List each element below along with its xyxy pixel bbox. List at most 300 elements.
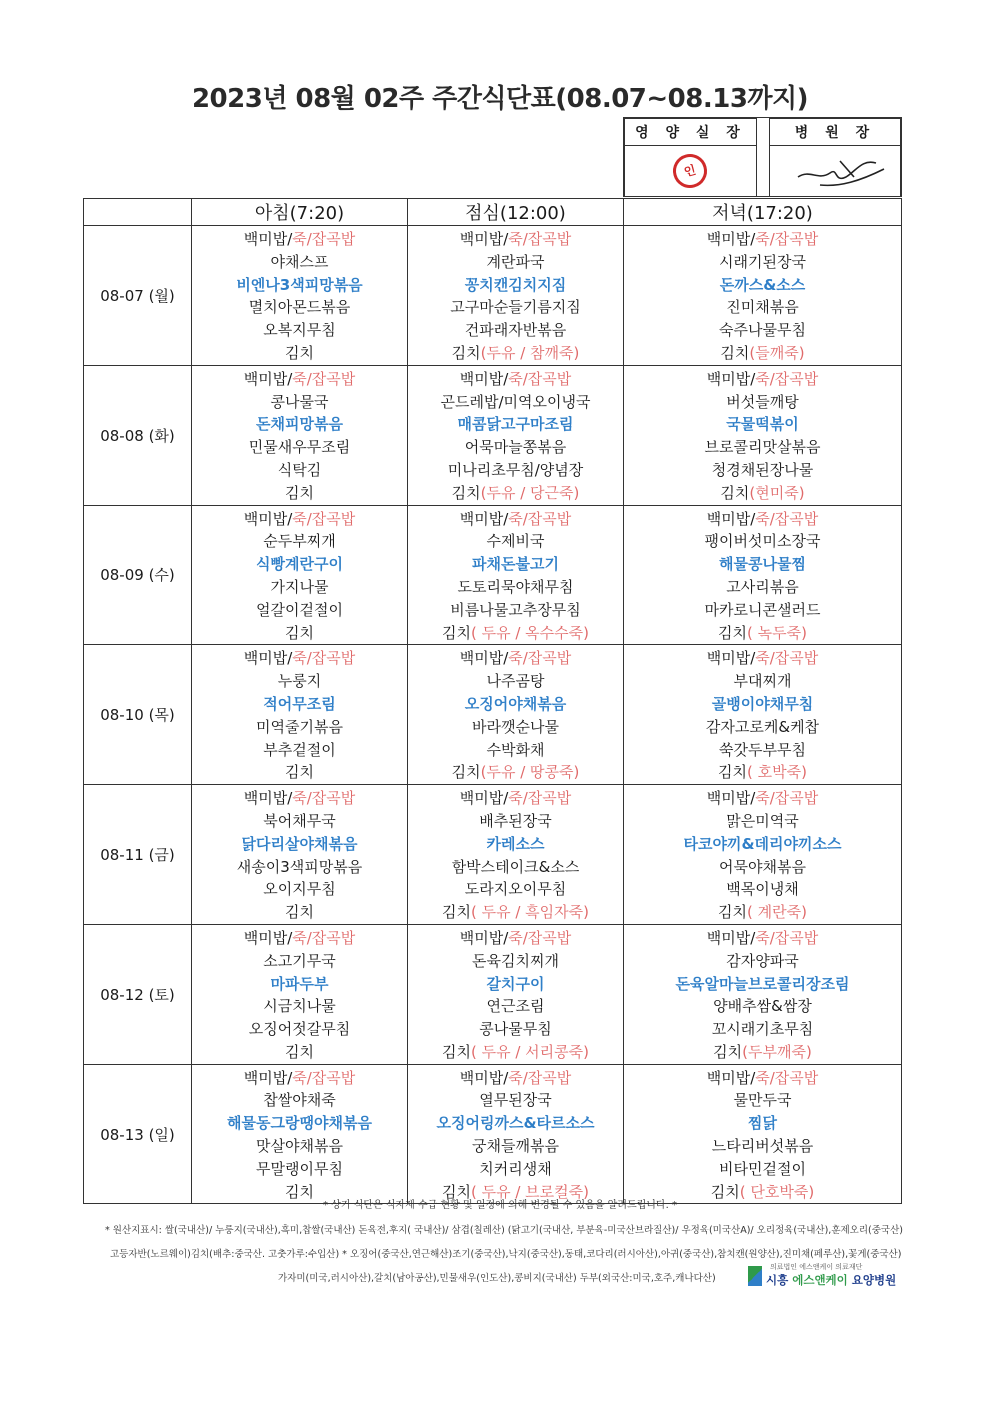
rice-line: [408, 787, 623, 810]
white-rice: 백미밥/: [706, 230, 756, 248]
menu-item-text: 치커리생채: [479, 1159, 552, 1178]
menu-item-text: 쑥갓두부무침: [719, 740, 806, 759]
porridge-grain-option: 죽/잡곡밥: [508, 369, 572, 388]
menu-item: [408, 995, 623, 1018]
menu-item-text: 김치: [442, 1182, 471, 1201]
director-signature: [769, 146, 900, 197]
menu-item-text: 타코야끼&데리야끼소스: [683, 834, 842, 853]
lunch-cell: [408, 645, 624, 785]
menu-item-text: 진미채볶음: [726, 298, 799, 317]
menu-item-text: 마카로니콘샐러드: [704, 600, 821, 619]
menu-item-text: 김치: [285, 1182, 314, 1201]
porridge-grain-option: 죽/잡곡밥: [755, 230, 819, 248]
logo-name: [766, 1272, 896, 1288]
breakfast-cell: [192, 505, 408, 645]
menu-item: [624, 391, 901, 414]
menu-item-text: 어묵야채볶음: [719, 857, 806, 876]
lunch-cell: [408, 226, 624, 366]
dinner-cell: [624, 505, 902, 645]
menu-item: [624, 576, 901, 599]
menu-item-text: 브로콜리맛살볶음: [704, 438, 821, 457]
menu-item-text: 감자고로케&케찹: [705, 717, 820, 736]
white-rice: 백미밥/: [459, 230, 509, 248]
menu-item-text: 돈채피망볶음: [256, 415, 343, 434]
white-rice: 백미밥/: [243, 1068, 293, 1087]
menu-item: [192, 670, 407, 693]
menu-item-text: 김치: [451, 343, 481, 362]
menu-item: [624, 739, 901, 762]
porridge-grain-option: 죽/잡곡밥: [292, 369, 356, 388]
menu-item: [408, 810, 623, 833]
menu-item: [624, 459, 901, 482]
main-dish: [624, 693, 901, 716]
nutrition-manager-label: 영 양 실 장: [625, 119, 757, 146]
day-label: 08-09 (수): [84, 505, 192, 645]
menu-item: [408, 1089, 623, 1112]
menu-item: [408, 530, 623, 553]
menu-item: [192, 810, 407, 833]
menu-item: [624, 622, 901, 645]
menu-item-text: 매콤닭고구마조림: [457, 415, 574, 434]
main-dish: [624, 553, 901, 576]
white-rice: 백미밥/: [243, 928, 293, 947]
white-rice: 백미밥/: [243, 649, 293, 668]
porridge-option: ( 두유 / 옥수수죽): [470, 623, 589, 642]
menu-item: [192, 856, 407, 879]
dinner-cell: [624, 226, 902, 366]
menu-item-text: 얼갈이겉절이: [256, 600, 343, 619]
menu-item-text: 김치: [713, 1042, 743, 1061]
menu-item: [192, 950, 407, 973]
menu-item: [192, 878, 407, 901]
day-label: 08-10 (목): [84, 645, 192, 785]
rice-line: [408, 508, 623, 531]
porridge-grain-option: 죽/잡곡밥: [508, 928, 572, 947]
menu-item-text: 고사리볶음: [726, 577, 799, 596]
rice-line: [192, 647, 407, 670]
origin-line-2: 고등자반(노르웨이)김치(배추:중국산. 고춧가루:수입산) * 오징어(중국산,연근해산)조기(중국산),낙지(중국산),동태,코다리(러시아산),아귀(중국산),참치캔(원양산),진미채(페루산),꽃게(중국산): [110, 1249, 902, 1260]
breakfast-cell: [192, 924, 408, 1064]
menu-item: [408, 622, 623, 645]
white-rice: 백미밥/: [243, 509, 293, 528]
breakfast-cell: [192, 645, 408, 785]
menu-item: [624, 1135, 901, 1158]
menu-item-text: 부대찌개: [733, 672, 792, 691]
menu-item: [624, 319, 901, 342]
menu-item: [408, 716, 623, 739]
menu-item-text: 맑은미역국: [726, 811, 799, 830]
rice-line: [192, 927, 407, 950]
nutrition-manager-stamp: [625, 146, 757, 197]
rice-line: [192, 1067, 407, 1090]
menu-item-text: 양배추쌈&쌈장: [713, 997, 812, 1016]
menu-item-text: 백목이냉채: [726, 880, 799, 899]
main-dish: [192, 693, 407, 716]
menu-item-text: 배추된장국: [479, 811, 552, 830]
menu-item: [192, 1158, 407, 1181]
menu-item-text: 함박스테이크&소스: [451, 857, 580, 876]
white-rice: 백미밥/: [243, 230, 293, 248]
menu-item-text: 꼬시래기초무침: [711, 1020, 814, 1039]
menu-item-text: 마파두부: [270, 974, 329, 993]
porridge-option: ( 단호박죽): [739, 1182, 815, 1201]
porridge-option: ( 계란죽): [747, 903, 807, 922]
porridge-grain-option: 죽/잡곡밥: [292, 789, 356, 808]
main-dish: [192, 833, 407, 856]
rice-line: [192, 508, 407, 531]
main-dish: [624, 274, 901, 297]
porridge-grain-option: 죽/잡곡밥: [292, 928, 356, 947]
porridge-grain-option: 죽/잡곡밥: [292, 649, 356, 668]
main-dish: [624, 973, 901, 996]
main-dish: [408, 274, 623, 297]
approval-gap: [756, 119, 769, 146]
rice-line: [192, 787, 407, 810]
menu-item-text: 비름나물고추장무침: [450, 600, 581, 619]
menu-item-text: 계란파국: [486, 252, 545, 271]
menu-item: [192, 391, 407, 414]
breakfast-cell: [192, 226, 408, 366]
main-dish: [192, 274, 407, 297]
menu-item: [192, 995, 407, 1018]
menu-item-text: 고구마순들기름지짐: [450, 298, 581, 317]
menu-item: [624, 670, 901, 693]
main-dish: [624, 413, 901, 436]
main-dish: [408, 553, 623, 576]
breakfast-cell: [192, 365, 408, 505]
lunch-cell: [408, 785, 624, 925]
approval-gap: [756, 146, 769, 197]
main-dish: [408, 833, 623, 856]
menu-item-text: 김치: [285, 763, 314, 782]
menu-item-text: 새송이3색피망볶음: [236, 857, 363, 876]
logo-city: 시흥: [766, 1273, 793, 1287]
menu-item: [624, 878, 901, 901]
day-row: [84, 924, 902, 1064]
porridge-grain-option: 죽/잡곡밥: [755, 649, 819, 668]
menu-item: [624, 810, 901, 833]
menu-item-text: 도라지오이무침: [464, 880, 567, 899]
lunch-cell: [408, 1064, 624, 1204]
menu-item: [192, 739, 407, 762]
white-rice: 백미밥/: [459, 1068, 509, 1087]
menu-item-text: 돈육김치찌개: [472, 951, 559, 970]
menu-item-text: 오복지무침: [263, 321, 336, 340]
menu-item-text: 오징어야채볶음: [464, 694, 567, 713]
page-title: 2023년 08월 02주 주간식단표(08.07~08.13까지): [191, 84, 809, 114]
signature-icon: [780, 147, 890, 191]
menu-item-text: 김치: [718, 623, 748, 642]
menu-item-text: 바라깻순나물: [472, 717, 559, 736]
menu-item-text: 물만두국: [733, 1091, 792, 1110]
hospital-logo: [748, 1262, 897, 1290]
change-notice: * 상기 식단은 식자재 수급 현황 및 일정에 의해 변경될 수 있음을 알려드립니다. *: [323, 1200, 677, 1211]
rice-line: [624, 508, 901, 531]
menu-item-text: 파채돈불고기: [472, 555, 559, 574]
menu-item: [408, 1041, 623, 1064]
white-rice: 백미밥/: [243, 789, 293, 808]
menu-item: [408, 251, 623, 274]
menu-item: [408, 739, 623, 762]
porridge-grain-option: 죽/잡곡밥: [508, 230, 572, 248]
menu-item-text: 나주곰탕: [486, 672, 545, 691]
menu-item-text: 감자양파국: [726, 951, 799, 970]
day-label: 08-08 (화): [84, 365, 192, 505]
menu-item: [624, 436, 901, 459]
white-rice: 백미밥/: [459, 369, 509, 388]
white-rice: 백미밥/: [706, 509, 756, 528]
menu-item-text: 김치: [285, 343, 314, 362]
menu-item: [192, 599, 407, 622]
origin-line-1: * 원산지표시: 쌀(국내산)/ 누룽지(국내산),흑미,찹쌀(국내산) 돈육전,후지( 국내산)/ 삼겹(칠레산) (닭고기(국내산, 부분육-미국산브라질산)/ 우정육(미국산A)/ 오리정육(국내산),훈제오리(중국산): [105, 1225, 903, 1236]
menu-item: [408, 391, 623, 414]
menu-item-text: 찜닭: [748, 1114, 777, 1133]
menu-item: [624, 761, 901, 784]
menu-item: [192, 1089, 407, 1112]
menu-item-text: 누룽지: [277, 672, 322, 691]
porridge-grain-option: 죽/잡곡밥: [755, 509, 819, 528]
lunch-cell: [408, 365, 624, 505]
menu-item: [192, 901, 407, 924]
menu-item-text: 적어무조림: [263, 694, 336, 713]
day-row: [84, 365, 902, 505]
porridge-option: ( 녹두죽): [747, 623, 807, 642]
menu-item-text: 골뱅이야채무침: [711, 694, 814, 713]
menu-item: [624, 1089, 901, 1112]
menu-item-text: 느타리버섯볶음: [711, 1137, 814, 1156]
menu-item-text: 콩나물국: [270, 392, 329, 411]
menu-item-text: 카레소스: [486, 834, 545, 853]
logo-hospital: 요양병원: [847, 1273, 897, 1287]
breakfast-cell: [192, 785, 408, 925]
porridge-grain-option: 죽/잡곡밥: [508, 1068, 572, 1087]
porridge-grain-option: 죽/잡곡밥: [292, 1068, 356, 1087]
menu-item-text: 오징어젓갈무침: [248, 1020, 351, 1039]
white-rice: 백미밥/: [459, 789, 509, 808]
main-dish: [408, 413, 623, 436]
porridge-option: (현미죽): [749, 483, 805, 502]
menu-item: [408, 901, 623, 924]
menu-item-text: 가지나물: [270, 577, 329, 596]
white-rice: 백미밥/: [459, 928, 509, 947]
day-label: 08-13 (일): [84, 1064, 192, 1204]
rice-line: [192, 368, 407, 391]
menu-item: [408, 761, 623, 784]
white-rice: 백미밥/: [706, 369, 756, 388]
menu-item: [408, 1158, 623, 1181]
menu-item-text: 청경채된장나물: [711, 460, 814, 479]
menu-item-text: 돈육알마늘브로콜리장조림: [675, 974, 850, 993]
menu-item: [408, 878, 623, 901]
breakfast-cell: [192, 1064, 408, 1204]
main-dish: [408, 693, 623, 716]
menu-item-text: 버섯들깨탕: [726, 392, 799, 411]
menu-item-text: 갈치구이: [486, 974, 545, 993]
menu-item: [624, 342, 901, 365]
menu-item-text: 순두부찌개: [263, 532, 336, 551]
main-dish: [408, 1112, 623, 1135]
white-rice: 백미밥/: [459, 649, 509, 668]
menu-item-text: 시래기된장국: [719, 252, 806, 271]
menu-item: [624, 950, 901, 973]
menu-item: [192, 530, 407, 553]
menu-item-text: 야채스프: [270, 252, 329, 271]
lunch-cell: [408, 924, 624, 1064]
day-row: [84, 785, 902, 925]
porridge-option: ( 호박죽): [747, 763, 807, 782]
porridge-option: (들깨죽): [749, 343, 805, 362]
white-rice: 백미밥/: [706, 1068, 756, 1087]
menu-item: [192, 459, 407, 482]
menu-item-text: 김치: [720, 483, 750, 502]
menu-item: [408, 459, 623, 482]
porridge-grain-option: 죽/잡곡밥: [755, 1068, 819, 1087]
menu-item-text: 무말랭이무침: [256, 1159, 343, 1178]
menu-item-text: 숙주나물무침: [719, 321, 806, 340]
menu-item-text: 연근조림: [486, 997, 545, 1016]
menu-item-text: 어묵마늘쫑볶음: [464, 438, 567, 457]
menu-table: [83, 198, 902, 1204]
day-row: [84, 505, 902, 645]
menu-item-text: 건파래자반볶음: [464, 321, 567, 340]
main-dish: [624, 833, 901, 856]
menu-item-text: 김치: [285, 483, 314, 502]
menu-item-text: 김치: [442, 623, 471, 642]
menu-item-text: 미나리초무침/양념장: [447, 460, 584, 479]
lunch-cell: [408, 505, 624, 645]
menu-item-text: 소고기무국: [263, 951, 336, 970]
main-dish: [192, 553, 407, 576]
breakfast-header: 아침(7:20): [192, 199, 408, 226]
menu-item: [192, 296, 407, 319]
menu-item-text: 수제비국: [486, 532, 545, 551]
white-rice: 백미밥/: [706, 789, 756, 808]
menu-item: [624, 716, 901, 739]
menu-item-text: 찹쌀야채죽: [263, 1091, 336, 1110]
main-dish: [624, 1112, 901, 1135]
porridge-grain-option: 죽/잡곡밥: [292, 509, 356, 528]
dinner-cell: [624, 785, 902, 925]
day-label: 08-11 (금): [84, 785, 192, 925]
menu-item-text: 팽이버섯미소장국: [704, 532, 821, 551]
menu-item-text: 부추겉절이: [263, 740, 336, 759]
menu-item-text: 해물콩나물찜: [719, 555, 806, 574]
menu-item: [624, 1041, 901, 1064]
porridge-grain-option: 죽/잡곡밥: [755, 928, 819, 947]
rice-line: [624, 647, 901, 670]
menu-item-text: 궁채들깨볶음: [472, 1137, 559, 1156]
rice-line: [408, 228, 623, 251]
day-row: [84, 226, 902, 366]
menu-item: [624, 901, 901, 924]
porridge-option: ( 두유 / 서리콩죽): [470, 1042, 589, 1061]
day-column-header: [84, 199, 192, 226]
menu-item-text: 꽁치캔김치지짐: [464, 275, 567, 294]
rice-line: [408, 368, 623, 391]
menu-item: [192, 319, 407, 342]
white-rice: 백미밥/: [459, 509, 509, 528]
menu-item: [408, 436, 623, 459]
day-row: [84, 1064, 902, 1204]
main-dish: [408, 973, 623, 996]
porridge-option: ( 두유 / 흑임자죽): [470, 903, 589, 922]
logo-brand: 에스앤케이: [792, 1273, 848, 1287]
menu-item: [624, 296, 901, 319]
menu-item: [408, 1018, 623, 1041]
menu-item-text: 식탁김: [277, 460, 322, 479]
menu-item: [624, 599, 901, 622]
white-rice: 백미밥/: [706, 928, 756, 947]
menu-item-text: 수박화채: [486, 740, 545, 759]
menu-item: [408, 342, 623, 365]
logo-icon: [748, 1266, 762, 1286]
menu-item: [192, 482, 407, 505]
menu-item: [192, 1135, 407, 1158]
porridge-grain-option: 죽/잡곡밥: [508, 789, 572, 808]
porridge-grain-option: 죽/잡곡밥: [508, 509, 572, 528]
menu-item: [408, 482, 623, 505]
menu-item-text: 도토리묵야채무침: [457, 577, 574, 596]
white-rice: 백미밥/: [243, 369, 293, 388]
menu-item: [408, 856, 623, 879]
menu-item: [624, 251, 901, 274]
menu-item: [192, 761, 407, 784]
rice-line: [408, 647, 623, 670]
menu-body: [84, 226, 902, 1204]
menu-item-text: 민물새우무조림: [248, 438, 351, 457]
dinner-header: 저녁(17:20): [624, 199, 902, 226]
dinner-cell: [624, 1064, 902, 1204]
porridge-option: (두유 / 땅콩죽): [480, 763, 580, 782]
porridge-option: (두유 / 참깨죽): [480, 343, 580, 362]
menu-item-text: 오징어링까스&타르소스: [436, 1114, 595, 1133]
porridge-option: (두유 / 당근죽): [480, 483, 580, 502]
logo-foundation: 의료법인 에스앤케이 의료재단: [770, 1263, 863, 1271]
menu-item: [408, 1135, 623, 1158]
menu-item: [408, 599, 623, 622]
rice-line: [408, 927, 623, 950]
menu-item: [192, 1018, 407, 1041]
day-label: 08-07 (월): [84, 226, 192, 366]
menu-item: [408, 576, 623, 599]
menu-item: [192, 622, 407, 645]
menu-item-text: 시금치나물: [263, 997, 336, 1016]
menu-item: [192, 342, 407, 365]
menu-item-text: 김치: [720, 343, 750, 362]
menu-item-text: 김치: [718, 903, 748, 922]
menu-item-text: 멸치아몬드볶음: [248, 298, 351, 317]
day-row: [84, 645, 902, 785]
menu-item-text: 열무된장국: [479, 1091, 552, 1110]
rice-line: [624, 1067, 901, 1090]
menu-item: [192, 251, 407, 274]
menu-item-text: 김치: [285, 623, 314, 642]
origin-line-3: 가자미(미국,러시아산),갈치(남아공산),민물새우(인도산),콩비지(국내산) 두부(외국산:미국,호주,캐나다산): [278, 1273, 716, 1284]
menu-item-text: 김치: [718, 763, 748, 782]
approval-box: [623, 117, 902, 197]
menu-item: [624, 1158, 901, 1181]
menu-item-text: 비엔나3색피망볶음: [236, 275, 363, 294]
menu-item-text: 곤드레밥/미역오이냉국: [440, 392, 591, 411]
main-dish: [192, 413, 407, 436]
menu-item-text: 국물떡볶이: [726, 415, 799, 434]
menu-item: [192, 576, 407, 599]
menu-item-text: 미역줄기볶음: [256, 717, 343, 736]
menu-item-text: 김치: [451, 483, 481, 502]
menu-item-text: 콩나물무침: [479, 1020, 552, 1039]
rice-line: [408, 1067, 623, 1090]
menu-item-text: 오이지무침: [263, 880, 336, 899]
